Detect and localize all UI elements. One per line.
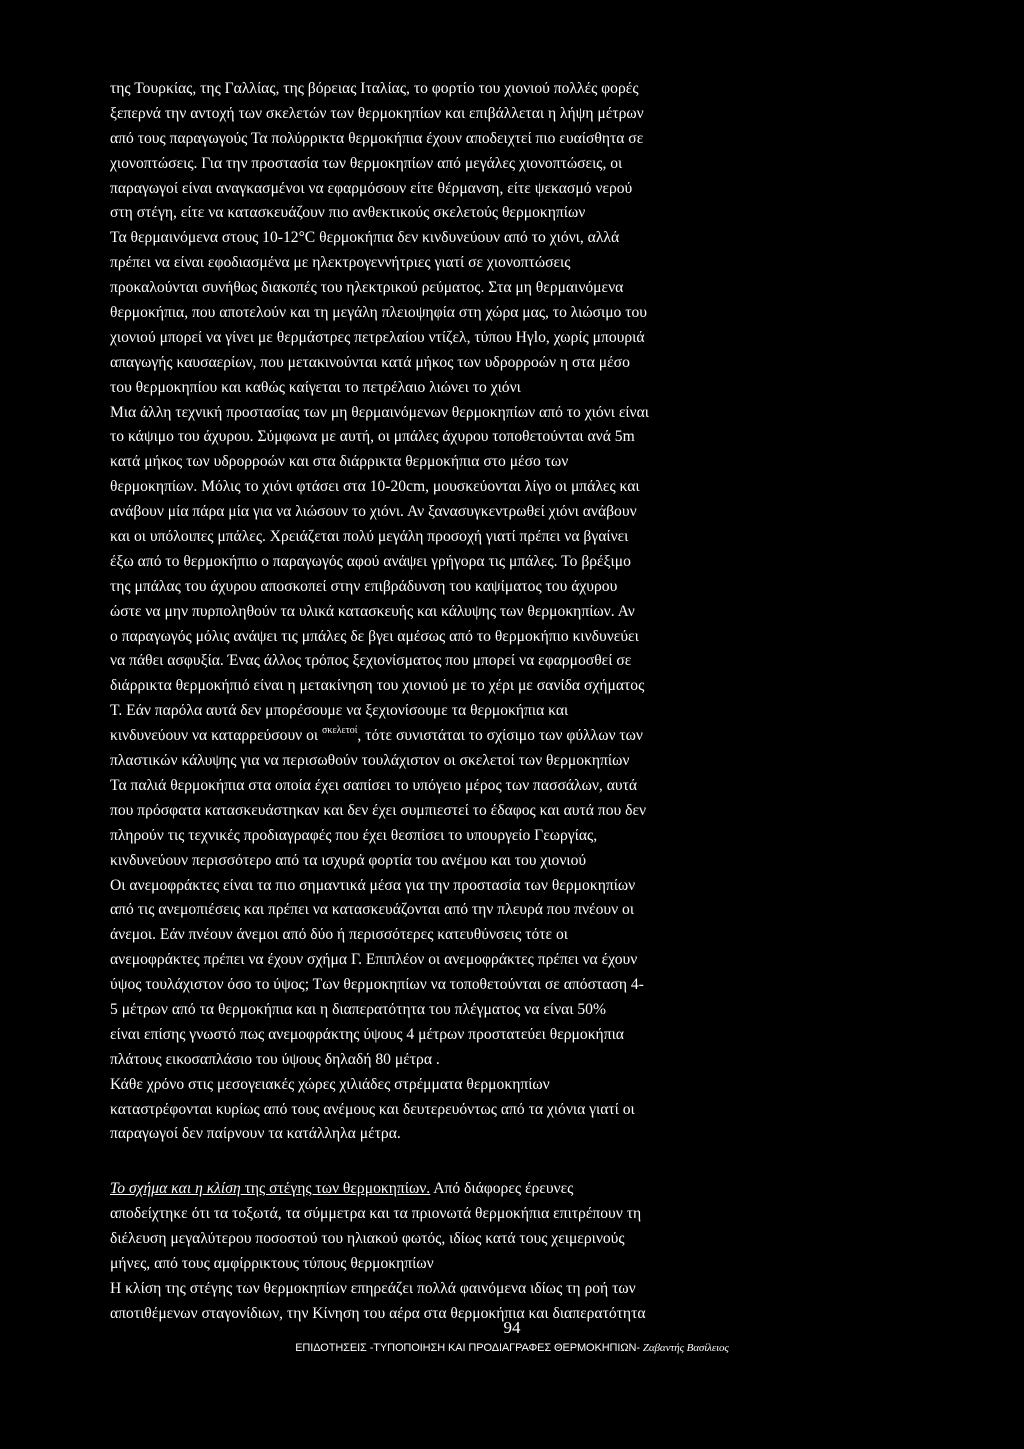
body-line: πληρούν τις τεχνικές προδιαγραφές που έχει θεσπίσει το υπουργείο Γεωργίας, [110, 826, 598, 844]
body-line: από τους παραγωγούς Τα πολύρρικτα θερμοκήπια έχουν αποδειχτεί πιο ευαίσθητα σε [110, 129, 644, 147]
section-heading-line [110, 1177, 850, 1202]
body-line-superscript: κινδυνεύουν να καταρρεύσουν οι $^{\sigma\kappa\varepsilon\lambda\varepsilon\tau oί}$, τότε συνιστάται το σχίσιμο των φύλλων των [110, 725, 643, 745]
body-line: Οι ανεμοφράκτες είναι τα πιο σημαντικά μέσα για την προστασία των θερμοκηπίων [110, 876, 636, 894]
body-line: κατά μήκος των υδρορροών και στα διάρρικτα θερμοκήπια στο μέσο των [110, 453, 569, 471]
body-line: είναι επίσης γνωστό πως ανεμοφράκτης ύψους 4 μέτρων προστατεύει θερμοκήπια [110, 1025, 624, 1043]
footer-author: Ζαβαντής Βασίλειος [642, 1342, 729, 1354]
section-first-line-rest: Από διάφορες έρευνες [430, 1180, 574, 1198]
body-line: στη στέγη, είτε να κατασκευάζουν πιο ανθεκτικούς σκελετούς θερμοκηπίων [110, 204, 586, 222]
body-line: της Τουρκίας, της Γαλλίας, της βόρειας Ιταλίας, το φορτίο του χιονιού πολλές φορές [110, 80, 639, 97]
body-line: πλαστικών κάλυψης για να περισωθούν τουλάχιστον οι σκελετοί των θερμοκηπίων [110, 752, 630, 770]
body-line: Μια άλλη τεχνική προστασίας των μη θερμαινόμενων θερμοκηπίων από το χιόνι είναι [110, 403, 649, 421]
section-line: μήνες, από τους αμφίρρικτους τύπους θερμοκηπίων [110, 1254, 434, 1272]
section-line: αποδείχτηκε ότι τα τοξωτά, τα σύμμετρα και τα πριονωτά θερμοκήπια επιτρέπουν τη [110, 1205, 642, 1223]
body-line: καταστρέφονται κυρίως από τους ανέμους και δευτερευόντως από τα χιόνια γιατί οι [110, 1100, 635, 1118]
body-line: πλάτους εικοσαπλάσιο του ύψους δηλαδή 80 μέτρα . [110, 1050, 440, 1068]
body-line: θερμοκηπίων. Μόλις το χιόνι φτάσει στα 10-20cm, μουσκεύονται λίγο οι μπάλες και [110, 478, 640, 496]
body-line: χιονοπτώσεις. Για την προστασία των θερμοκηπίων από μεγάλες χιονοπτώσεις, οι [110, 154, 623, 172]
superscript-note: σκελετοί [322, 725, 358, 737]
body-line: κινδυνεύουν περισσότερο από τα ισχυρά φορτία του ανέμου και του χιονιού [110, 851, 587, 869]
footer-title: ΕΠΙΔΟΤΗΣΕΙΣ -ΤΥΠΟΠΟΙΗΣΗ ΚΑΙ ΠΡΟΔΙΑΓΡΑΦΕΣ ΘΕΡΜΟΚΗΠΙΩΝ- [295, 1342, 643, 1354]
section-line: διέλευση μεγαλύτερου ποσοστού του ηλιακού φωτός, ιδίως κατά τους χειμερινούς [110, 1230, 625, 1248]
page-number: 94 [503, 1318, 521, 1337]
body-line: και οι υπόλοιπες μπάλες. Χρειάζεται πολύ μεγάλη προσοχή γιατί πρέπει να βγαίνει [110, 528, 629, 546]
body-line: της μπάλας του άχυρου αποσκοπεί στην επιβράδυνση του καψίματος του άχυρου [110, 577, 618, 595]
body-line: ανεμοφράκτες πρέπει να έχουν σχήμα Γ. Επιπλέον οι ανεμοφράκτες πρέπει να έχουν [110, 951, 638, 969]
body-line: του θερμοκηπίου και καθώς καίγεται το πετρέλαιο λιώνει το χιόνι [110, 378, 521, 396]
body-line: παραγωγοί είναι αναγκασμένοι να εφαρμόσουν είτε θέρμανση, είτε ψεκασμό νερού [110, 179, 633, 197]
body-line: που πρόσφατα κατασκευάστηκαν και δεν έχει συμπιεστεί το έδαφος και αυτά που δεν [110, 801, 647, 819]
body-line: από τις ανεμοπιέσεις και πρέπει να κατασκευάζονται από την πλευρά που πνέουν οι [110, 901, 635, 919]
body-line: Τα θερμαινόμενα στους 10-12°C θερμοκήπια δεν κινδυνεύουν από το χιόνι, αλλά [110, 229, 620, 247]
section-text [110, 1202, 850, 1326]
body-text-continued [110, 749, 850, 1147]
body-line: έξω από το θερμοκήπιο ο παραγωγός αφού ανάψει γρήγορα τις μπάλες. Το βρέξιμο [110, 552, 631, 570]
body-line: πρέπει να είναι εφοδιασμένα με ηλεκτρογεννήτριες γιατί σε χιονοπτώσεις [110, 254, 571, 272]
body-line: να πάθει ασφυξία. Ένας άλλος τρόπος ξεχιονίσματος που μπορεί να εφαρμοσθεί σε [110, 652, 632, 670]
body-line: ώστε να μην πυρποληθούν τα υλικά κατασκευής και κάλυψης των θερμοκηπίων. Αν [110, 602, 635, 620]
body-line: διάρρικτα θερμοκήπιό είναι η μετακίνηση του χιονιού με το χέρι με σανίδα σχήματος [110, 677, 645, 695]
body-line: ο παραγωγός μόλις ανάψει τις μπάλες δε βγει αμέσως από το θερμοκήπιο κινδυνεύει [110, 627, 639, 645]
document-page [110, 77, 850, 1327]
paragraph-gap [110, 1147, 850, 1177]
body-line: ύψος τουλάχιστον όσο το ύψος; Των θερμοκηπίων να τοποθετούνται σε απόσταση 4- [110, 976, 644, 994]
section-heading-part2: η κλίση [195, 1180, 241, 1198]
body-line: άνεμοι. Εάν πνέουν άνεμοι από δύο ή περισσότερες κατευθύνσεις τότε οι [110, 926, 568, 944]
body-line: ξεπερνά την αντοχή των σκελετών των θερμοκηπίων και επιβάλλεται η λήψη μέτρων [110, 104, 644, 122]
section-heading-part3: της στέγης των θερμοκηπίων. [240, 1180, 431, 1198]
section-heading-part1: Το σχήμα και [110, 1180, 196, 1198]
body-line: θερμοκήπια, που αποτελούν και τη μεγάλη πλειοψηφία στη χώρα μας, το λιώσιμο του [110, 304, 648, 322]
section-line: αποτιθέμενων σταγονίδιων, την Κίνηση του αέρα στα θερμοκήπια και διαπερατότητα [110, 1304, 646, 1322]
body-line: Τ. Εάν παρόλα αυτά δεν μπορέσουμε να ξεχιονίσουμε τα θερμοκήπια και [110, 702, 569, 720]
running-footer [0, 1342, 1024, 1354]
body-line: απαγωγής καυσαερίων, που μετακινούνται κατά μήκος των υδρορροών η στα μέσο [110, 353, 630, 371]
body-line: Κάθε χρόνο στις μεσογειακές χώρες χιλιάδες στρέμματα θερμοκηπίων [110, 1075, 550, 1093]
body-line: προκαλούνται συνήθως διακοπές του ηλεκτρικού ρεύματος. Στα μη θερμαινόμενα [110, 279, 624, 297]
section-line: Η κλίση της στέγης των θερμοκηπίων επηρεάζει πολλά φαινόμενα ιδίως τη ροή των [110, 1279, 636, 1297]
body-line: Τα παλιά θερμοκήπια στα οποία έχει σαπίσει το υπόγειο μέρος των πασσάλων, αυτά [110, 776, 638, 794]
body-text [110, 77, 850, 724]
body-line: 5 μέτρων από τα θερμοκήπια και η διαπερατότητα του πλέγματος να είναι 50% [110, 1000, 606, 1018]
body-line: ανάβουν μία πάρα μία για να λιώσουν το χιόνι. Αν ξανασυγκεντρωθεί χιόνι ανάβουν [110, 503, 637, 521]
body-line: το κάψιμο του άχυρου. Σύμφωνα με αυτή, οι μπάλες άχυρου τοποθετούνται ανά 5m [110, 428, 635, 446]
body-line: χιονιού μπορεί να γίνει με θερμάστρες πετρελαίου ντίζελ, τύπου Ηγlo, χωρίς μπουριά [110, 328, 645, 346]
body-line: παραγωγοί δεν παίρνουν τα κατάλληλα μέτρα. [110, 1125, 401, 1143]
